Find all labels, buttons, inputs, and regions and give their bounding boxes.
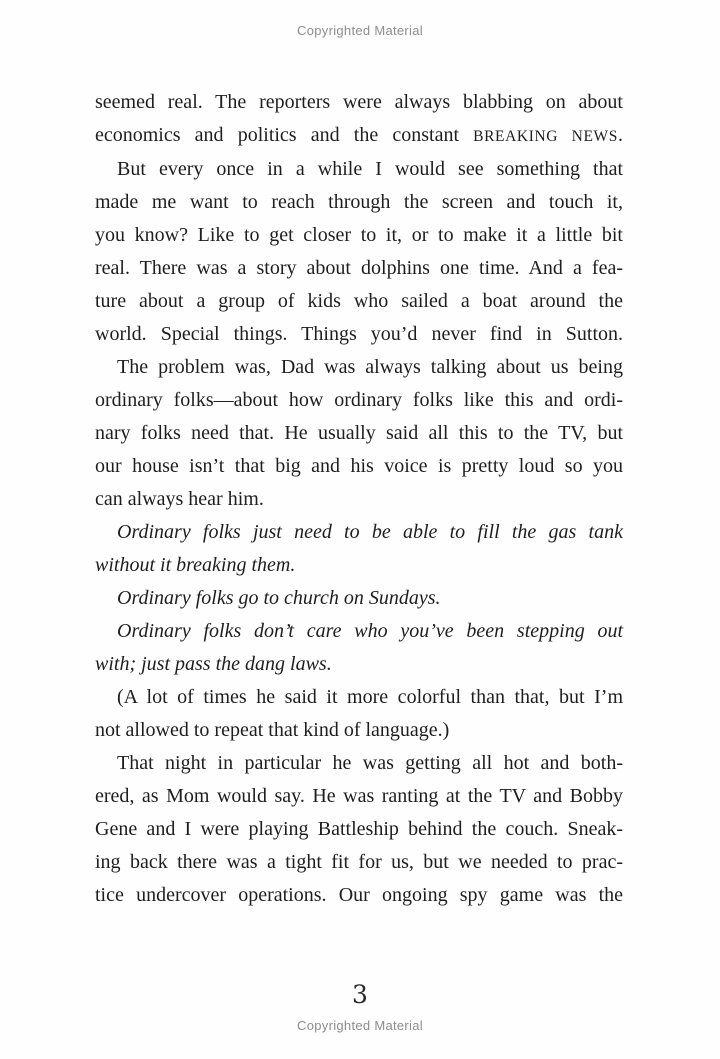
- text-line: nary folks need that. He usually said all this to the TV, but: [95, 422, 623, 444]
- header-copyright-notice: Copyrighted Material: [297, 23, 423, 38]
- text-line: economics and politics and the constant BREAKING NEWS.: [95, 124, 623, 146]
- text-line: ered, as Mom would say. He was ranting at the TV and Bobby: [95, 785, 623, 807]
- paragraph: [95, 681, 623, 747]
- text-line: tice undercover operations. Our ongoing spy game was the: [95, 884, 623, 906]
- text-line: made me want to reach through the screen and touch it,: [95, 191, 623, 213]
- text-line: The problem was, Dad was always talking about us being: [117, 356, 623, 378]
- text-line: ture about a group of kids who sailed a boat around the: [95, 290, 623, 312]
- text-line: real. There was a story about dolphins one time. And a fea-: [95, 257, 623, 279]
- text-line: Ordinary folks don’t care who you’ve been stepping out: [117, 620, 623, 642]
- paragraph: [95, 86, 623, 153]
- text-line: (A lot of times he said it more colorful than that, but I’m: [117, 686, 623, 708]
- page-number: 3: [352, 980, 368, 1009]
- text-line: ordinary folks—about how ordinary folks like this and ordi-: [95, 389, 623, 411]
- text-line: you know? Like to get closer to it, or to make it a little bit: [95, 224, 623, 246]
- text-line: But every once in a while I would see something that: [117, 158, 623, 180]
- text-line: Ordinary folks just need to be able to fill the gas tank: [117, 521, 623, 543]
- text-line: Ordinary folks go to church on Sundays.: [117, 587, 441, 609]
- text-line: our house isn’t that big and his voice is pretty loud so you: [95, 455, 623, 477]
- footer-copyright-notice: Copyrighted Material: [297, 1018, 423, 1033]
- paragraph: [95, 153, 623, 351]
- text-line: That night in particular he was getting all hot and both-: [117, 752, 623, 774]
- paragraph: [95, 351, 623, 516]
- text-line: world. Special things. Things you’d never find in Sutton.: [95, 323, 623, 345]
- text-line: can always hear him.: [95, 488, 264, 510]
- paragraph: [95, 747, 623, 912]
- text-line: seemed real. The reporters were always blabbing on about: [95, 91, 623, 113]
- smallcaps-text: BREAKING NEWS: [473, 128, 618, 145]
- text-line: with; just pass the dang laws.: [95, 653, 332, 675]
- body-text: [95, 86, 623, 912]
- text-line: not allowed to repeat that kind of language.): [95, 719, 450, 741]
- text-line: Gene and I were playing Battleship behind the couch. Sneak-: [95, 818, 623, 840]
- paragraph: [95, 582, 623, 615]
- paragraph: [95, 516, 623, 582]
- text-line: without it breaking them.: [95, 554, 296, 576]
- paragraph: [95, 615, 623, 681]
- text-line: ing back there was a tight fit for us, but we needed to prac-: [95, 851, 623, 873]
